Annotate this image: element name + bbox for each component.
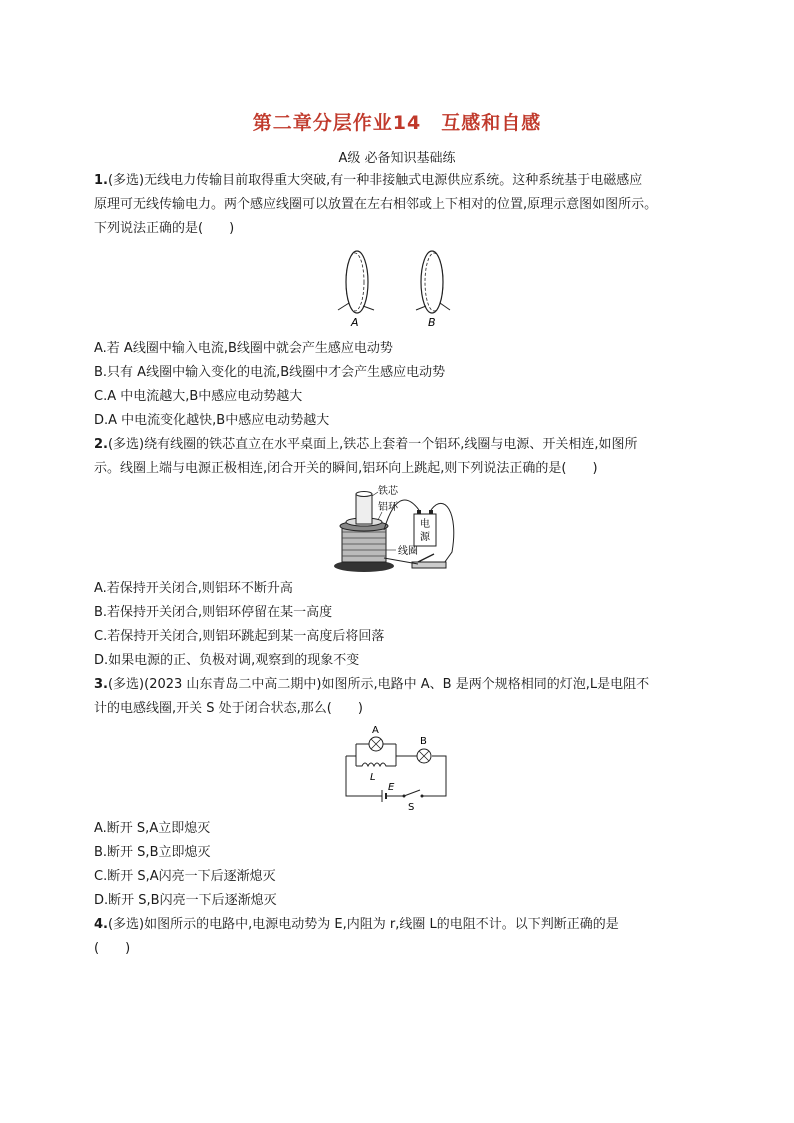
- question-3-line-2: 计的电感线圈,开关 S 处于闭合状态,那么( ): [94, 701, 363, 716]
- question-1-line-2: 原理可无线传输电力。两个感应线圈可以放置在左右相邻或上下相对的位置,原理示意图如图所示。: [94, 197, 658, 212]
- question-1-number: 1.: [94, 173, 108, 188]
- question-1-option-b: B.只有 A线圈中输入变化的电流,B线圈中才会产生感应电动势: [94, 365, 446, 380]
- question-4-number: 4.: [94, 917, 108, 932]
- question-3-text-1: (多选)(2023 山东青岛二中高二期中)如图所示,电路中 A、B 是两个规格相同的灯泡,L是电阻不: [107, 677, 650, 692]
- question-3-option-d: D.断开 S,B闪亮一下后逐渐熄灭: [94, 893, 277, 908]
- figure-circuit-lamps-inductor: [342, 724, 450, 813]
- question-1-line-1: [94, 172, 642, 190]
- question-2-option-c: C.若保持开关闭合,则铝环跳起到某一高度后将回落: [94, 629, 385, 644]
- question-1-option-a: A.若 A线圈中输入电流,B线圈中就会产生感应电动势: [94, 341, 393, 356]
- switch-s-label: S: [408, 802, 415, 813]
- figure-two-coils: [330, 248, 470, 330]
- question-2-line-2: 示。线圈上端与电源正极相连,闭合开关的瞬间,铝环向上跳起,则下列说法正确的是( ): [94, 461, 598, 476]
- question-1-line-3: 下列说法正确的是( ): [94, 221, 235, 236]
- lamp-a-label: A: [372, 725, 379, 736]
- question-2-number: 2.: [94, 437, 108, 452]
- lamp-b-label: B: [420, 736, 427, 747]
- question-4-line-1: [94, 916, 619, 934]
- coil-a-label: A: [351, 316, 359, 329]
- question-1-text-1: (多选)无线电力传输目前取得重大突破,有一种非接触式电源供应系统。这种系统基于电磁感应: [107, 173, 643, 188]
- source-e-label: E: [388, 782, 395, 793]
- coil-b-label: B: [428, 316, 436, 329]
- question-3-option-a: A.断开 S,A立即熄灭: [94, 821, 211, 836]
- coil-label: 线圈: [398, 546, 418, 557]
- question-4-line-2: ( ): [94, 941, 131, 956]
- question-2-line-1: [94, 436, 638, 454]
- question-2-option-b: B.若保持开关闭合,则铝环停留在某一高度: [94, 605, 333, 620]
- inductor-l-label: L: [370, 772, 376, 783]
- page-title: 第二章分层作业14 互感和自感: [252, 112, 542, 134]
- question-3-number: 3.: [94, 677, 108, 692]
- question-3-option-b: B.断开 S,B立即熄灭: [94, 845, 211, 860]
- question-3-line-1: [94, 676, 649, 694]
- question-2-option-a: A.若保持开关闭合,则铝环不断升高: [94, 581, 293, 596]
- question-2-option-d: D.如果电源的正、负极对调,观察到的现象不变: [94, 653, 360, 668]
- section-heading: A级 必备知识基础练: [338, 151, 456, 166]
- power-supply-label-1: 电: [420, 519, 430, 530]
- iron-core-label: 铁芯: [378, 486, 398, 497]
- question-1-option-d: D.A 中电流变化越快,B中感应电动势越大: [94, 413, 330, 428]
- question-3-option-c: C.断开 S,A闪亮一下后逐渐熄灭: [94, 869, 276, 884]
- power-supply-label-2: 源: [420, 532, 430, 543]
- aluminum-ring-label: 铝环: [378, 502, 398, 513]
- figure-iron-core-ring: [334, 482, 464, 574]
- question-1-option-c: C.A 中电流越大,B中感应电动势越大: [94, 389, 303, 404]
- question-2-text-1: (多选)绕有线圈的铁芯直立在水平桌面上,铁芯上套着一个铝环,线圈与电源、开关相连,如图所: [107, 437, 638, 452]
- question-4-text-1: (多选)如图所示的电路中,电源电动势为 E,内阻为 r,线圈 L的电阻不计。以下判断正确的是: [107, 917, 619, 932]
